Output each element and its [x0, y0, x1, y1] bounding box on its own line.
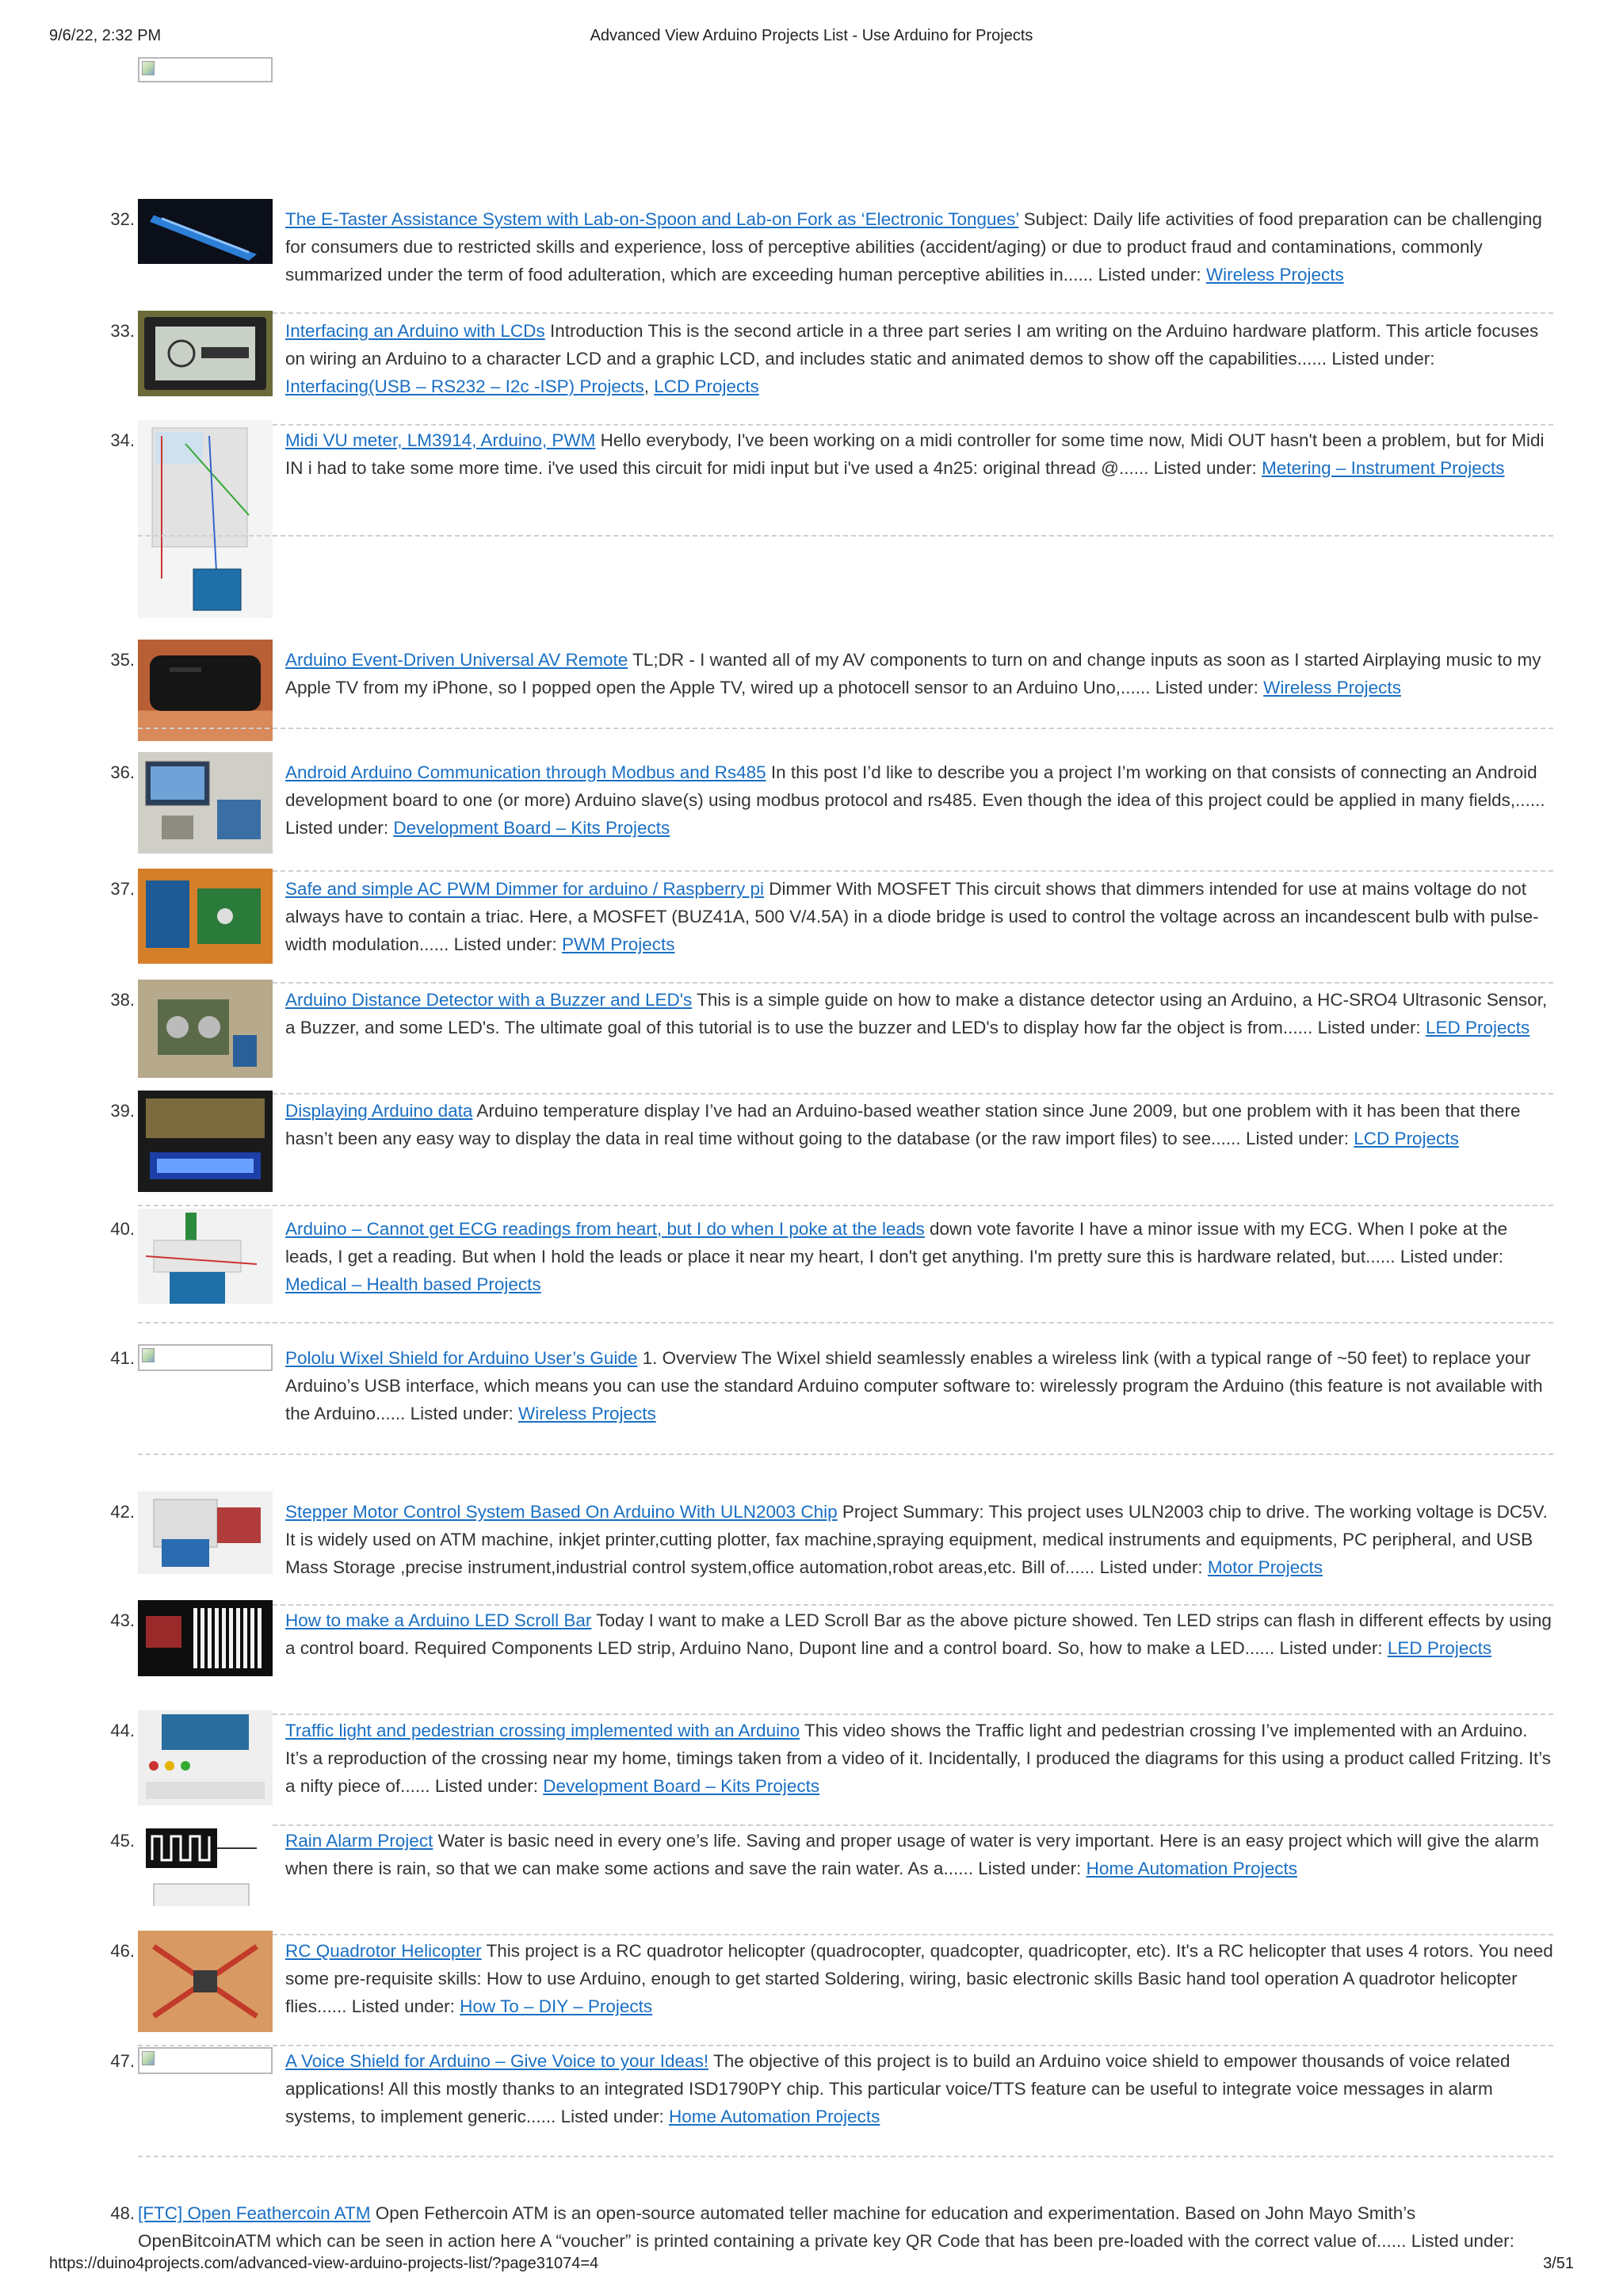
- project-title-link[interactable]: Safe and simple AC PWM Dimmer for arduino / Raspberry pi: [285, 879, 764, 899]
- listed-under-label: Listed under:: [434, 1776, 538, 1796]
- item-number: 36.: [110, 762, 135, 782]
- item-separator: [138, 1824, 1553, 1826]
- item-description: [285, 205, 1553, 288]
- item-separator: [138, 2156, 1553, 2157]
- item-separator: [138, 424, 1553, 426]
- project-title-link[interactable]: Midi VU meter, LM3914, Arduino, PWM: [285, 430, 596, 450]
- item-number: 39.: [110, 1101, 135, 1121]
- item-separator: [138, 1934, 1553, 1935]
- broken-image-icon[interactable]: [138, 2047, 273, 2074]
- listed-under-label: Listed under:: [1317, 1018, 1421, 1037]
- project-thumbnail[interactable]: [138, 640, 273, 741]
- item-separator: [138, 728, 1553, 729]
- category-link[interactable]: LCD Projects: [654, 376, 759, 396]
- project-title-link[interactable]: Rain Alarm Project: [285, 1831, 433, 1851]
- listed-under-label: Listed under:: [1245, 1129, 1350, 1148]
- item-separator: [138, 870, 1553, 872]
- project-title-link[interactable]: Arduino – Cannot get ECG readings from heart, but I do when I poke at the leads: [285, 1219, 925, 1239]
- project-title-link[interactable]: Stepper Motor Control System Based On Arduino With ULN2003 Chip: [285, 1502, 838, 1522]
- item-description: [285, 646, 1553, 701]
- project-title-link[interactable]: [FTC] Open Feathercoin ATM: [138, 2203, 371, 2223]
- project-title-link[interactable]: Interfacing an Arduino with LCDs: [285, 321, 545, 341]
- project-title-link[interactable]: How to make a Arduino LED Scroll Bar: [285, 1610, 592, 1630]
- item-separator: [138, 1454, 1553, 1455]
- item-number: 47.: [110, 2051, 135, 2071]
- item-separator: [138, 982, 1553, 984]
- listed-under-label: Listed under:: [1098, 265, 1201, 285]
- item-number: 34.: [110, 430, 135, 450]
- item-separator: [138, 1205, 1553, 1206]
- project-title-link[interactable]: Displaying Arduino data: [285, 1101, 473, 1121]
- project-thumbnail[interactable]: [138, 1600, 273, 1676]
- project-thumbnail[interactable]: [138, 1931, 273, 2032]
- project-summary: down vote favorite I have a minor issue with my ECG. When I poke at the leads, I get a reading. But when I hold the leads or place it near my heart, I don't get anything. I'm pretty sure this is hardware related, but......: [285, 1219, 1508, 1266]
- project-summary: Today I want to make a LED Scroll Bar as the above picture showed. Ten LED strips can flash in different effects by using a control board. Required Components LED strip, Arduino Nano, Dupont line and a control board. So, how to make a LED......: [285, 1610, 1552, 1658]
- listed-under-label: Listed under:: [453, 934, 557, 954]
- listed-under-label: Listed under:: [560, 2107, 664, 2126]
- category-link[interactable]: LED Projects: [1425, 1018, 1530, 1037]
- item-description: Interfacing an Arduino with LCDs Introduction This is the second article in a three part series I am writing on the Arduino hardware platform. This article focuses on wiring an Arduino to a character LCD and a graphic LCD, and includes static and animated demos to show off the capabilities...... Listed under: Interfacing(USB – RS232 – I2c -ISP) Projects, LCD Projects: [285, 321, 1539, 396]
- listed-under-label: Listed under:: [285, 818, 389, 838]
- print-page-title: Advanced View Arduino Projects List - Use Arduino for Projects: [590, 27, 1033, 44]
- project-thumbnail[interactable]: [138, 1492, 273, 1574]
- item-description: [285, 1827, 1553, 1882]
- project-thumbnail[interactable]: [138, 752, 273, 854]
- project-thumbnail[interactable]: [138, 869, 273, 964]
- project-summary: Water is basic need in every one’s life. Saving and proper usage of water is very important. Here is an easy project which will give the alarm when there is rain, so that we can make some actions and save the rain water. As a......: [285, 1831, 1540, 1878]
- category-link[interactable]: Development Board – Kits Projects: [393, 818, 670, 838]
- item-description: [285, 1097, 1553, 1152]
- item-number: 38.: [110, 990, 135, 1010]
- item-description: [285, 758, 1553, 842]
- listed-under-label: Listed under:: [1099, 1557, 1203, 1577]
- project-summary: This project is a RC quadrotor helicopter (quadrocopter, quadcopter, quadricopter, etc). It's a RC helicopter that uses 4 rotors. You need some pre-requisite skills: How to use Arduino, enough to get started Soldering, wiring, basic electronic skills Basic hand tool operation A quadrotor helicopter flies......: [285, 1941, 1553, 2016]
- item-number: 40.: [110, 1219, 135, 1239]
- project-title-link[interactable]: Android Arduino Communication through Modbus and Rs485: [285, 762, 766, 782]
- category-link[interactable]: Wireless Projects: [1263, 678, 1401, 697]
- project-thumbnail[interactable]: [138, 1820, 273, 1906]
- item-separator: [138, 1093, 1553, 1095]
- listed-under-label: Listed under:: [1279, 1638, 1383, 1658]
- item-number: 46.: [110, 1941, 135, 1961]
- category-link[interactable]: Motor Projects: [1207, 1557, 1323, 1577]
- item-separator: [138, 312, 1553, 314]
- item-number: 43.: [110, 1610, 135, 1630]
- print-header: [49, 27, 1574, 51]
- category-link[interactable]: Interfacing(USB – RS232 – I2c -ISP) Projects: [285, 376, 644, 396]
- item-description: [285, 1498, 1553, 1581]
- item-number: 45.: [110, 1831, 135, 1851]
- item-number: 35.: [110, 650, 135, 670]
- project-thumbnail[interactable]: [138, 1209, 273, 1304]
- item-description: [285, 986, 1553, 1041]
- category-link[interactable]: Development Board – Kits Projects: [543, 1776, 820, 1796]
- project-summary: Open Fethercoin ATM is an open-source automated teller machine for education and experimentation. Based on John Mayo Smith’s OpenBitcoinATM which can be seen in action here A “voucher” is printed containing a private key QR Code that has been pre-loaded with the correct value of......: [138, 2203, 1416, 2251]
- item-description: [285, 1937, 1553, 2020]
- project-title-link[interactable]: Arduino Event-Driven Universal AV Remote: [285, 650, 628, 670]
- project-summary: TL;DR - I wanted all of my AV components to turn on and change inputs as soon as I started Airplaying music to my Apple TV from my iPhone, so I popped open the Apple TV, wired up a photocell sensor to an Arduino Uno,......: [285, 650, 1541, 697]
- item-separator: [138, 1604, 1553, 1606]
- print-footer: [49, 2255, 1574, 2279]
- category-link[interactable]: LCD Projects: [1354, 1129, 1459, 1148]
- print-url: https://duino4projects.com/advanced-view-arduino-projects-list/?page31074=4: [49, 2255, 599, 2272]
- item-number: 37.: [110, 879, 135, 899]
- category-link[interactable]: Metering – Instrument Projects: [1262, 458, 1505, 478]
- project-thumbnail[interactable]: [138, 199, 273, 264]
- category-link[interactable]: Home Automation Projects: [1086, 1859, 1297, 1878]
- item-description: [285, 1606, 1553, 1662]
- listed-under-label: Listed under:: [1411, 2231, 1514, 2251]
- project-thumbnail[interactable]: [138, 420, 273, 618]
- item-number: 32.: [110, 209, 135, 229]
- listed-under-label: Listed under:: [978, 1859, 1082, 1878]
- item-separator: [138, 1713, 1553, 1715]
- print-date: 9/6/22, 2:32 PM: [49, 27, 162, 44]
- project-summary: In this post I’d like to describe you a project I’m working on that consists of connecting an Android development board to one (or more) Arduino slave(s) using modbus protocol and rs485. Even though the idea of this project could be applied in many fields,......: [285, 762, 1545, 810]
- item-separator: [138, 1322, 1553, 1324]
- broken-image-icon: [138, 57, 273, 82]
- project-summary: 1. Overview The Wixel shield seamlessly enables a wireless link (with a typical range of ~50 feet) to replace your Arduino’s USB interface, which means you can use the standard Arduino computer software to: wirelessly program the Arduino (this feature is not available with the Arduino......: [285, 1348, 1543, 1423]
- project-title-link[interactable]: RC Quadrotor Helicopter: [285, 1941, 482, 1961]
- item-number: 48.: [110, 2203, 135, 2223]
- project-summary: The objective of this project is to build an Arduino voice shield to empower thousands of voice related applications! All this mostly thanks to an integrated ISD1790PY chip. This particular voice/TTS feature can be useful to integrate voice messages in alarm systems, to implement generic......: [285, 2051, 1510, 2126]
- category-link[interactable]: How To – DIY – Projects: [460, 1996, 653, 2016]
- category-link[interactable]: Medical – Health based Projects: [285, 1274, 541, 1294]
- item-description: [285, 2047, 1553, 2130]
- item-number: 33.: [110, 321, 135, 341]
- item-description: [285, 1717, 1553, 1800]
- category-link[interactable]: LED Projects: [1387, 1638, 1492, 1658]
- item-number: 42.: [110, 1502, 135, 1522]
- category-link[interactable]: Wireless Projects: [1205, 265, 1344, 285]
- project-summary: Subject: Daily life activities of food preparation can be challenging for consumers due to restricted skills and experience, loss of perceptive abilities (accident/aging) or due to product fraud and contaminations, commonly summarized under the term of food adulteration, which are exceeding human perceptive abilities in......: [285, 209, 1542, 285]
- item-description: [285, 426, 1553, 482]
- project-summary: Arduino temperature display I’ve had an Arduino-based weather station since June 2009, but one problem with it has been that there hasn’t been any easy way to display the data in real time without going to the database (or the raw import files) to see......: [285, 1101, 1521, 1148]
- broken-image-icon[interactable]: [138, 1344, 273, 1371]
- project-summary: Project Summary: This project uses ULN2003 chip to drive. The working voltage is DC5V. It is widely used on ATM machine, inkjet printer,cutting plotter, fax machine,spraying equipment, medical instruments and equipments, PC peripheral, and USB Mass Storage ,precise instrument,industrial control system,office automation,robot areas,etc. Bill of......: [285, 1502, 1548, 1577]
- item-description: [285, 1215, 1553, 1298]
- category-link[interactable]: Home Automation Projects: [669, 2107, 880, 2126]
- item-description: [285, 1344, 1553, 1427]
- project-thumbnail[interactable]: [138, 1091, 273, 1192]
- project-summary: This video shows the Traffic light and pedestrian crossing I’ve implemented with an Arduino. It’s a reproduction of the crossing near my home, timings taken from a video of it. Incidentally, I produced the diagrams for this using a product called Fritzing. It’s a nifty piece of......: [285, 1721, 1552, 1796]
- project-title-link[interactable]: A Voice Shield for Arduino – Give Voice to your Ideas!: [285, 2051, 709, 2071]
- project-thumbnail[interactable]: [138, 1710, 273, 1805]
- listed-under-label: Listed under:: [1400, 1247, 1503, 1266]
- project-title-link[interactable]: Traffic light and pedestrian crossing implemented with an Arduino: [285, 1721, 800, 1740]
- item-number: 44.: [110, 1721, 135, 1740]
- project-thumbnail[interactable]: [138, 980, 273, 1078]
- item-description: [285, 875, 1553, 958]
- project-summary: Hello everybody, I've been working on a midi controller for some time now, Midi OUT hasn't been a problem, but for Midi IN i had to take some more time. i've used this circuit for midi input but i've used a 4n25: original thread @......: [285, 430, 1545, 478]
- item-separator: [138, 535, 1553, 537]
- project-summary: Dimmer With MOSFET This circuit shows that dimmers intended for use at mains voltage do not always have to contain a triac. Here, a MOSFET (BUZ41A, 500 V/4.5A) in a diode bridge is used to control the voltage across an incandescent bulb with pulse-width modulation......: [285, 879, 1539, 954]
- project-thumbnail[interactable]: [138, 311, 273, 396]
- listed-under-label: Listed under:: [1331, 349, 1435, 369]
- project-title-link[interactable]: Pololu Wixel Shield for Arduino User’s Guide: [285, 1348, 638, 1368]
- print-page-number: 3/51: [1543, 2255, 1574, 2272]
- listed-under-label: Listed under:: [351, 1996, 455, 2016]
- category-link[interactable]: PWM Projects: [561, 934, 675, 954]
- item-description: [138, 2199, 1553, 2255]
- item-separator: [138, 2045, 1553, 2046]
- category-link[interactable]: Wireless Projects: [517, 1404, 656, 1423]
- listed-under-label: Listed under:: [1153, 458, 1257, 478]
- project-summary: This is a simple guide on how to make a distance detector using an Arduino, a HC-SRO4 Ultrasonic Sensor, a Buzzer, and some LED's. The ultimate goal of this tutorial is to use the buzzer and LED's to display how far the object is from......: [285, 990, 1548, 1037]
- listed-under-label: Listed under:: [410, 1404, 514, 1423]
- item-number: 41.: [110, 1348, 135, 1368]
- listed-under-label: Listed under:: [1155, 678, 1258, 697]
- project-title-link[interactable]: Arduino Distance Detector with a Buzzer and LED's: [285, 990, 693, 1010]
- project-summary: Introduction This is the second article in a three part series I am writing on the Arduino hardware platform. This article focuses on wiring an Arduino to a character LCD and a graphic LCD, and includes static and animated demos to show off the capabilities......: [285, 321, 1539, 369]
- project-title-link[interactable]: The E-Taster Assistance System with Lab-on-Spoon and Lab-on Fork as ‘Electronic Tongues’: [285, 209, 1019, 229]
